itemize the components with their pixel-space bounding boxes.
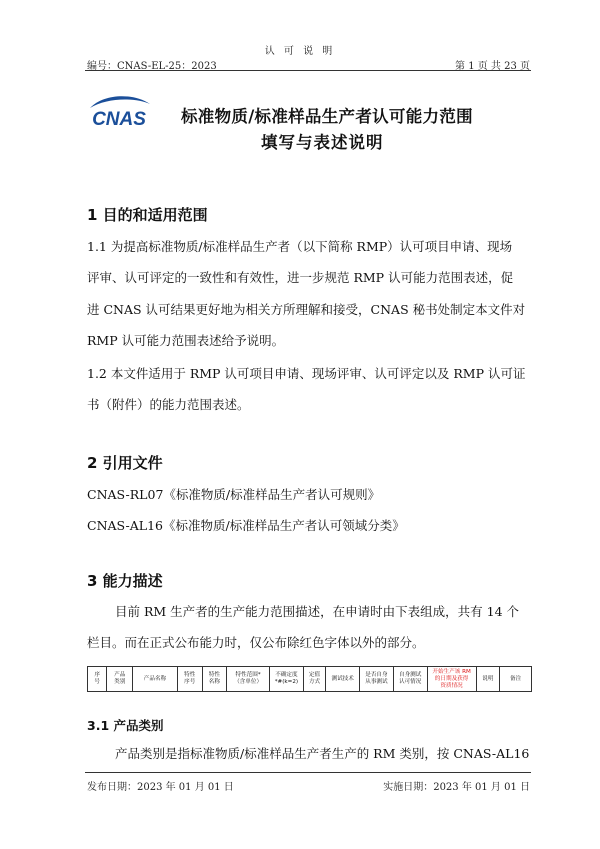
paragraph-line: 书（附件）的能力范围表述。 (87, 397, 250, 412)
paragraph-line: 产品类别是指标准物质/标准样品生产者生产的 RM 类别，按 CNAS-AL16 (115, 746, 530, 761)
table-header-cell-red: 开始生产该 RM 的日期及获得 资质情况 (427, 667, 476, 692)
header-rule (85, 70, 531, 71)
table-header-cell: 自身测试 认可情况 (393, 667, 427, 692)
section-1-heading: 1 目的和适用范围 (87, 206, 208, 224)
cnas-logo (84, 92, 154, 130)
table-header-cell: 测试技术 (326, 667, 360, 692)
paragraph-line: 目前 RM 生产者的生产能力范围描述，在申请时由下表组成，共有 14 个 (115, 604, 520, 619)
logo-swoosh-icon (90, 96, 150, 108)
paragraph-line: 栏目。而在正式公布能力时，仅公布除红色字体以外的部分。 (87, 635, 425, 650)
table-header-cell: 是否自身 从事测试 (360, 667, 394, 692)
running-header-title: 认 可 说 明 (264, 46, 336, 57)
table-header-cell: 序 号 (88, 667, 107, 692)
paragraph-line: RMP 认可能力范围表述给予说明。 (87, 333, 285, 348)
table-header-cell: 产品 类别 (107, 667, 133, 692)
document-title-line-2: 填写与表述说明 (261, 133, 384, 152)
section-3-heading: 3 能力描述 (87, 572, 163, 590)
paragraph-line: 1.2 本文件适用于 RMP 认可项目申请、现场评审、认可评定以及 RMP 认可证 (87, 366, 526, 381)
reference-item: CNAS-AL16《标准物质/标准样品生产者认可领域分类》 (87, 518, 405, 533)
table-header-cell: 定值 方式 (303, 667, 326, 692)
footer-rule (85, 772, 531, 773)
paragraph-line: 评审、认可评定的一致性和有效性，进一步规范 RMP 认可能力范围表述，促 (87, 270, 514, 285)
table-header-cell: 特性 名称 (202, 667, 227, 692)
paragraph-line: 1.1 为提高标准物质/标准样品生产者（以下简称 RMP）认可项目申请、现场 (87, 239, 513, 254)
reference-item: CNAS-RL07《标准物质/标准样品生产者认可规则》 (87, 487, 381, 502)
publish-date: 发布日期：2023 年 01 月 01 日 (87, 782, 234, 793)
logo-text: CNAS (92, 109, 146, 130)
document-title-line-1: 标准物质/标准样品生产者认可能力范围 (181, 107, 473, 126)
table-header-cell: 说明 (476, 667, 500, 692)
table-header-row (88, 667, 532, 692)
section-3-1-heading: 3.1 产品类别 (87, 718, 164, 733)
document-number: 编号：CNAS-EL-25：2023 (87, 61, 217, 72)
page-indicator: 第 1 页 共 23 页 (455, 61, 530, 72)
effective-date: 实施日期：2023 年 01 月 01 日 (383, 782, 530, 793)
table-header-cell: 不确定度 *#(k=2) (270, 667, 304, 692)
table-header-cell: 产品名称 (133, 667, 178, 692)
paragraph-line: 进 CNAS 认可结果更好地为相关方所理解和接受，CNAS 秘书处制定本文件对 (87, 302, 526, 317)
table-header-cell: 特性范围* （含单位） (227, 667, 270, 692)
capability-scope-table (87, 666, 532, 692)
section-2-heading: 2 引用文件 (87, 454, 163, 472)
table-header-cell: 特性 序号 (178, 667, 203, 692)
table-header-cell: 备注 (500, 667, 532, 692)
